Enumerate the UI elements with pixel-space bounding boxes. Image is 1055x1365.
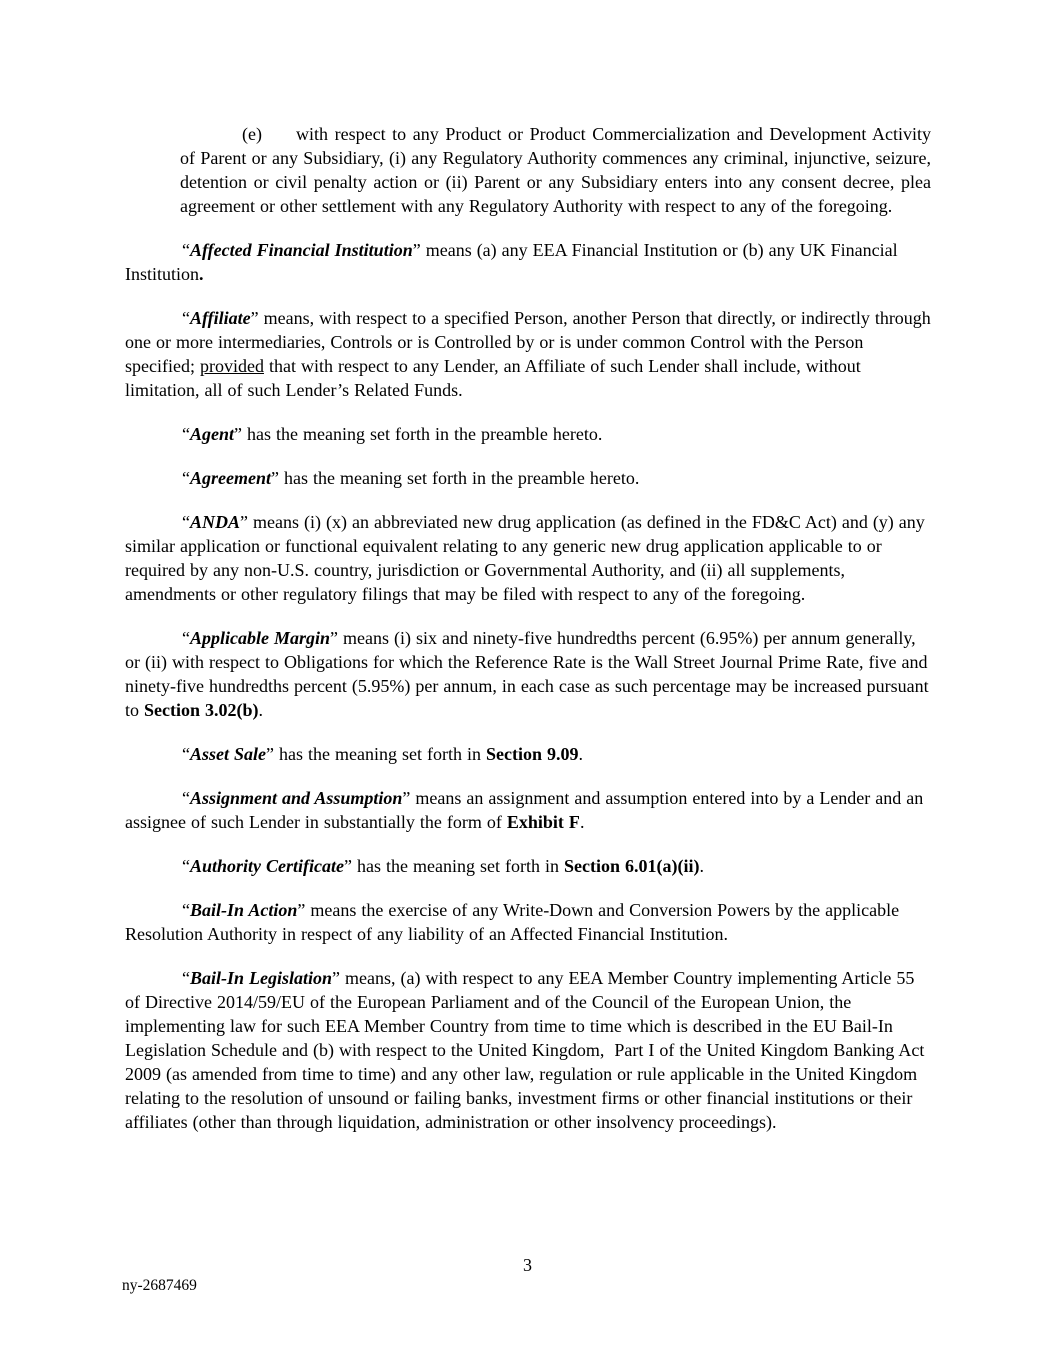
text-run: “	[182, 856, 190, 876]
text-run: ” means, (a) with respect to any EEA Member Country implementing Article 55 of Directive 2014/59/EU of the European Parliament and of the Council of the European Union, the implementing law for such EEA Member Country from time to time which is described in the EU Bail-In Legislation Schedule and (b) with respect to the United Kingdom, Part I of the United Kingdom Banking Act 2009 (as amended from time to time) and any other law, regulation or rule applicable in the United Kingdom relating to the resolution of unsound or failing banks, investment firms or other financial institutions or their affiliates (other than through liquidation, administration or other insolvency proceedings).	[125, 968, 925, 1132]
document-id-stamp: ny-2687469	[122, 1277, 197, 1294]
text-run: ” has the meaning set forth in the preamble hereto.	[271, 468, 640, 488]
definition-asset-sale	[125, 742, 931, 766]
text-run: “	[182, 628, 190, 648]
definition-agreement	[125, 466, 931, 490]
definition-affiliate	[125, 306, 931, 402]
text-run: .	[258, 700, 264, 720]
text-run: “	[182, 512, 190, 532]
bold-reference: Section 3.02(b)	[144, 700, 259, 720]
defined-term: Asset Sale	[190, 744, 267, 764]
text-run: “	[182, 744, 190, 764]
definition-anda	[125, 510, 931, 606]
text-run: “	[182, 788, 190, 808]
definition-assignment-and-assumption	[125, 786, 931, 834]
definition-bail-in-legislation	[125, 966, 931, 1134]
text-run: ” means, with respect to a specified Person, another Person that directly, or indirectly through one or more intermediaries, Controls or is Controlled by or is under common Control with the Person specified;	[125, 308, 931, 376]
document-body	[125, 122, 931, 1154]
text-run: “	[182, 968, 190, 988]
text-run: .	[699, 856, 704, 876]
text-run: ” means (i) (x) an abbreviated new drug application (as defined in the FD&C Act) and (y) any similar application or functional equivalent relating to any generic new drug application applicable to or required by any non-U.S. country, jurisdiction or Governmental Authority, and (ii) all supplements, amendments or other regulatory filings that may be filed with respect to any of the foregoing.	[125, 512, 925, 604]
text-run: (e)	[242, 124, 262, 144]
page-number: 3	[523, 1255, 532, 1275]
defined-term: ANDA	[190, 512, 241, 532]
defined-term: Authority Certificate	[190, 856, 345, 876]
defined-term: Bail-In Legislation	[190, 968, 333, 988]
text-run: .	[578, 744, 583, 764]
defined-term: Agent	[190, 424, 235, 444]
text-run: ” means (a) any EEA Financial Institution or (b) any UK Financial Institution	[125, 240, 898, 284]
text-run: “	[182, 424, 190, 444]
defined-term: Assignment and Assumption	[190, 788, 403, 808]
bold-reference: Exhibit F	[506, 812, 580, 832]
text-run: ” has the meaning set forth in	[344, 856, 564, 876]
defined-term: Bail-In Action	[190, 900, 298, 920]
text-run: .	[579, 812, 585, 832]
text-run: ” means an assignment and assumption entered into by a Lender and an assignee of such Lender in substantially the form of	[125, 788, 924, 832]
defined-term: Applicable Margin	[190, 628, 331, 648]
text-run: ” means (i) six and ninety-five hundredths percent (6.95%) per annum generally, or (ii) with respect to Obligations for which the Reference Rate is the Wall Street Journal Prime Rate, five and ninety-five hundredths percent (5.95%) per annum, in each case as such percentage may be increased pursuant to	[125, 628, 929, 720]
defined-term: Agreement	[190, 468, 271, 488]
text-run: “	[182, 308, 190, 328]
clause-e	[180, 122, 931, 218]
text-run: ” has the meaning set forth in	[266, 744, 486, 764]
bold-reference: Section 9.09	[485, 744, 579, 764]
defined-term: Affiliate	[190, 308, 251, 328]
text-run: “	[182, 900, 190, 920]
text-run: that with respect to any Lender, an Affiliate of such Lender shall include, without limitation, all of such Lender’s Related Funds.	[125, 356, 861, 400]
definition-applicable-margin	[125, 626, 931, 722]
bold-reference: Section 6.01(a)(ii)	[563, 856, 700, 876]
definition-affected-financial-institution	[125, 238, 931, 286]
text-run: with respect to any Product or Product Commercialization and Development Activity of Parent or any Subsidiary, (i) any Regulatory Authority commences any criminal, injunctive, seizure, detention or civil penalty action or (ii) Parent or any Subsidiary enters into any consent decree, plea agreement or other settlement with any Regulatory Authority with respect to any of the foregoing.	[180, 124, 931, 216]
underlined-word: provided	[199, 356, 264, 376]
definition-agent	[125, 422, 931, 446]
definition-bail-in-action	[125, 898, 931, 946]
text-run: ” means the exercise of any Write-Down and Conversion Powers by the applicable Resolution Authority in respect of any liability of an Affected Financial Institution.	[125, 900, 900, 944]
defined-term: Affected Financial Institution	[190, 240, 413, 260]
text-run: “	[182, 240, 190, 260]
text-run: ” has the meaning set forth in the preamble hereto.	[234, 424, 603, 444]
definition-authority-certificate	[125, 854, 931, 878]
bold-reference: .	[199, 264, 204, 284]
text-run: “	[182, 468, 190, 488]
